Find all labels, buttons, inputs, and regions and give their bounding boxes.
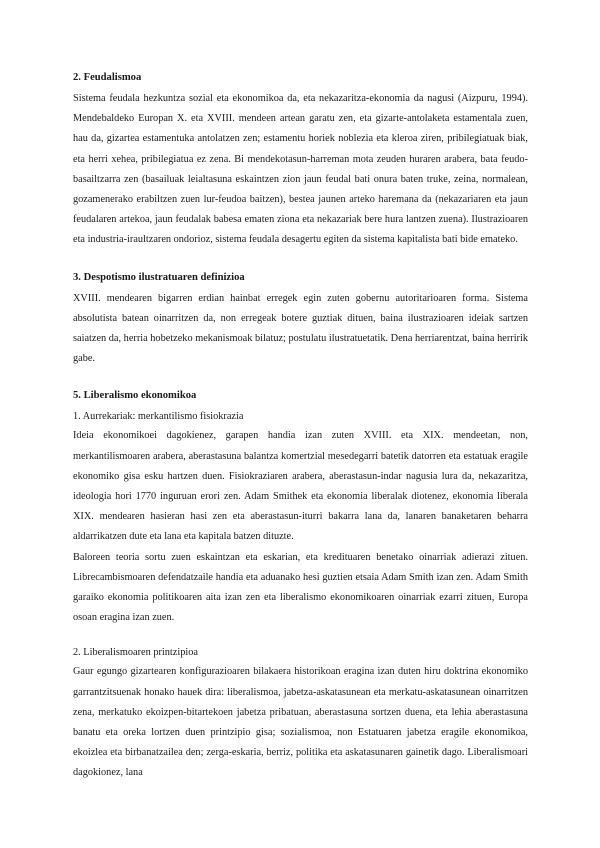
paragraph-feudalismoa: Sistema feudala hezkuntza sozial eta ekonomikoa da, eta nekazaritza-ekonomia da nagusi (Aizpuru, 1994). Mendebaldeko Europan X. eta XVIII. mendeen artean garatu zen, eta gizarte-antolaketa estamentala zuen, hau da, gizartea estamentuka antolatzen zen; estamentu horiek noblezia eta kleroa ziren, pribilegiatuak biak, eta herri xehea, pribilegiatua ez zena. Bi mendekotasun-harreman mota zeuden huraren arabera, bata feudo-basailtzarra zen (basailuak leialtasuna eskaintzen zion jaun feudal bati onura baten truke, zeina, normalean, gozamenerako erabiltzen zuen lur-feudoa baitzen), bestea jaunen arteko haremana da (nekazariaren eta jaun feudalaren artekoa, jaun feudalak babesa ematen ziona eta nekazariak bere hura lantzen zuena). Ilustrazioaren eta industria-iraultzaren ondorioz, sistema feudala desagertu egiten da sistema kapitalista bati bide emateko. xyxy=(73,93,528,246)
paragraph-liberalismo-1: Ideia ekonomikoei dagokienez, garapen handia izan zuten XVIII. eta XIX. mendeetan, non, merkantilismoaren arabera, aberastasuna balantza komertzial mesedegarri batetik datorren eta estatuak eragile ekonomiko gisa esku hartzen duen. Fisiokraziaren arabera, aberastasun-indar nagusia lura da, nekazaritza, ideologia hori 1770 inguruan erori zen. Adam Smithek eta ekonomia liberalak diotenez, ekonomia liberala XIX. mendearen hasieran hasi zen eta aberastasun-iturri bakarra lana da, lanaren banaketaren beharra aldarrikatzen dute eta lana eta kapitala batzen dituzte. xyxy=(73,430,528,543)
document-page xyxy=(73,70,528,784)
spacer xyxy=(73,628,528,643)
section-heading-feudalismoa: 2. Feudalismoa xyxy=(73,72,142,83)
subheading-aurrekariak: 1. Aurrekariak: merkantilismo fisiokrazia xyxy=(73,411,244,423)
section-heading-despotismo: 3. Despotismo ilustratuaren definizioa xyxy=(73,271,245,283)
paragraph-despotismo: XVIII. mendearen bigarren erdian hainbat erregek egin zuten gobernu autoritarioaren forma. Sistema absolutista batean oinarritzen da, non erregeak botere guztiak dituen, baina ilustrazioaren ideiak sartzen saiatzen da, herria hobetzeko mekanismoak bilatuz; postulatu ilustratuetatik. Dena herriarentzat, baina herririk gabe. xyxy=(73,292,528,365)
spacer xyxy=(73,251,528,270)
paragraph-liberalismo-3: Gaur egungo gizartearen konfigurazioaren bilakaera historikoan eragina izan duten hiru doktrina ekonomiko garrantzitsuenak honako hauek dira: liberalismoa, jabetza-askatasunean eta merkatu-askatasunean oinarritzen zena, merkatuko ekoizpen-bitartekoen jabetza pribatuan, aberastasuna sortzen duena, eta lehia aberastasuna banatu eta oreka lortzen duen printzipio gisa; sozialismoa, non Estatuaren jabetza eragile ekonomikoa, ekoizlea eta birbanatzailea den; zerga-eskaria, berriz, politika eta askatasunaren gainetik dago. Liberalismoari dagokionez, lana xyxy=(73,666,528,779)
section-heading-liberalismo: 5. Liberalismo ekonomikoa xyxy=(73,390,197,402)
subheading-printzipioa: 2. Liberalismoaren printzipioa xyxy=(73,647,198,659)
paragraph-liberalismo-2: Baloreen teoria sortu zuen eskaintzan eta eskarian, eta kredituaren benetako oinarriak adierazi zituen. Librecambismoaren defendatzaile handia eta aduanako hesi guztien etsaia Adam Smith izan zen. Adam Smith garaiko ekonomia politikoaren aita izan zen eta liberalismo ekonomikoaren oinarriak ezarri zituen, Europa osoan eragina izan zuen. xyxy=(73,551,528,624)
spacer xyxy=(73,369,528,388)
